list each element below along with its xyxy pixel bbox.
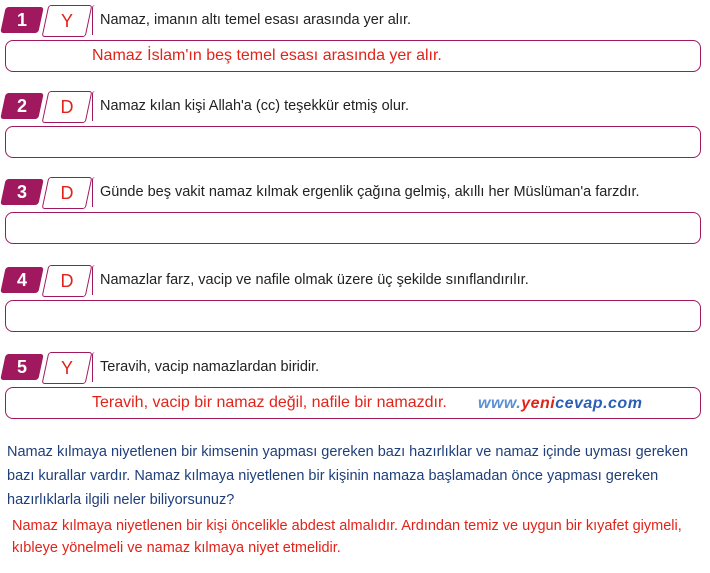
item-3	[0, 174, 710, 250]
watermark-part-3: cevap.com	[555, 395, 643, 412]
true-false-answer: D	[60, 271, 74, 291]
response-text: Namaz İslam'ın beş temel esası arasında yer alır.	[92, 47, 442, 64]
item-2	[0, 88, 710, 164]
statement-text: Teravih, vacip namazlardan biridir.	[100, 359, 320, 375]
statement-text: Namaz, imanın altı temel esası arasında yer alır.	[100, 12, 412, 28]
item-number: 5	[16, 357, 27, 377]
true-false-answer: D	[60, 183, 74, 203]
true-false-answer: Y	[60, 11, 73, 31]
open-answer: Namaz kılmaya niyetlenen bir kişi öncelikle abdest almalıdır. Ardından temiz ve uygun bir kıyafet giymeli, kıbleye yönelmeli ve namaz kılmaya niyet etmelidir.	[12, 518, 682, 556]
response-text	[92, 212, 692, 244]
statement-text: Günde beş vakit namaz kılmak ergenlik çağına gelmiş, akıllı her Müslüman'a farzdır.	[100, 184, 640, 200]
item-number: 2	[16, 96, 27, 116]
statement-text: Namaz kılan kişi Allah'a (cc) teşekkür etmiş olur.	[100, 98, 409, 114]
true-false-answer: Y	[60, 358, 73, 378]
site-watermark	[478, 392, 642, 416]
statement-text: Namazlar farz, vacip ve nafile olmak üzere üç şekilde sınıflandırılır.	[100, 272, 529, 288]
item-number: 3	[16, 182, 27, 202]
item-number: 1	[16, 10, 27, 30]
response-text	[92, 300, 692, 332]
item-number: 4	[16, 270, 27, 290]
watermark-part-2: yeni	[521, 395, 556, 412]
true-false-answer: D	[60, 97, 74, 117]
item-4	[0, 262, 710, 338]
watermark-part-1: www.	[478, 395, 522, 412]
item-1	[0, 2, 710, 78]
response-text	[92, 126, 692, 158]
response-text: Teravih, vacip bir namaz değil, nafile bir namazdır.	[92, 394, 447, 411]
open-question: Namaz kılmaya niyetlenen bir kimsenin yapması gereken bazı hazırlıklar ve namaz içinde uyması gereken bazı kurallar vardır. Namaz kılmaya niyetlenen bir kişinin namaza başlamadan önce yapması gereken hazırlıklarla ilgili neler biliyorsunuz?	[7, 444, 689, 508]
